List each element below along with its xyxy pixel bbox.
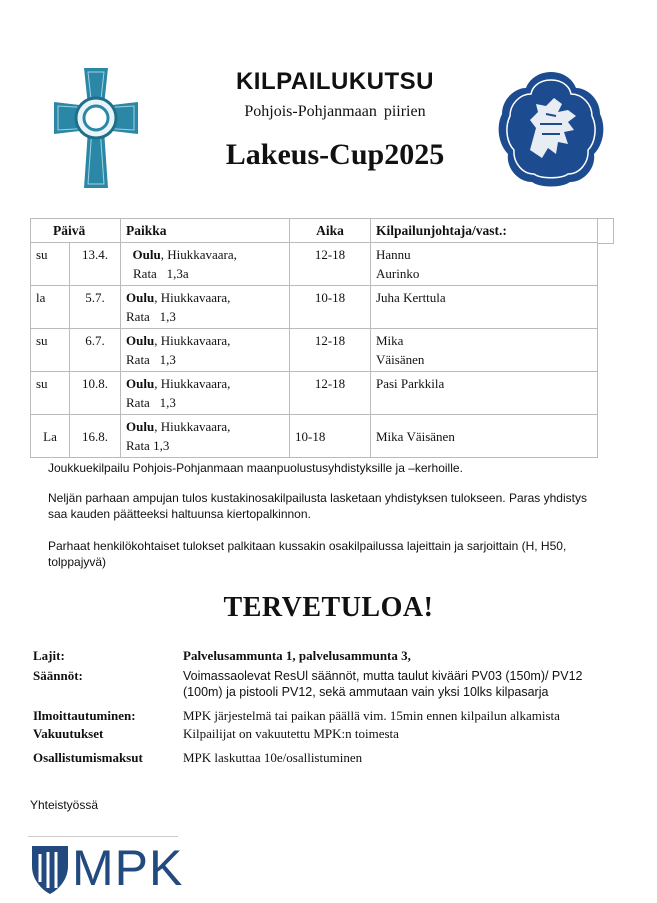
row-venue: , Hiukkavaara, [154,419,231,434]
table-row [31,286,598,329]
invitation-title: KILPAILUKUTSU [235,68,435,95]
row-date: 5.7. [70,286,121,329]
label-osallistumismaksut: Osallistumismaksut [33,750,143,765]
row-leader-line1: Mika [376,333,404,348]
row-rata: Rata 1,3 [126,352,176,367]
logo-divider [28,836,178,837]
row-place [121,243,290,286]
table-header-row [31,219,598,243]
row-time: 10-18 [290,415,371,458]
row-leader [371,286,598,329]
row-leader-line2: Väisänen [376,352,425,367]
row-city: Oulu [126,376,155,391]
awards-paragraph: Parhaat henkilökohtaiset tulokset palkitaan kussakin osakilpailussa lajeittain ja sarjoittain (H, H50, tolppajyvä) [48,539,567,569]
row-city: Oulu [126,333,155,348]
row-venue: , Hiukkavaara, [154,333,231,348]
row-leader-line1: Juha Kerttula [376,290,446,305]
event-title: Lakeus-Cup2025 [225,138,445,171]
row-day: la [31,286,70,329]
header-leader: Kilpailunjohtaja/vast.: [371,219,598,243]
header-place: Paikka [121,219,290,243]
label-saannot: Säännöt: [33,668,83,683]
row-leader [371,329,598,372]
row-time: 10-18 [290,286,371,329]
value-ilmoittautuminen: MPK järjestelmä tai paikan päällä vim. 15min ennen kilpailun alkamista [183,708,560,723]
row-rata: Rata 1,3 [126,395,176,410]
table-row [31,329,598,372]
team-competition-paragraph: Joukkuekilpailu Pohjois-Pohjanmaan maanpuolustusyhdistyksille ja –kerhoille. [48,461,463,475]
district-subtitle: Pohjois-Pohjanmaan piirien [244,103,426,120]
table-row [31,243,598,286]
label-vakuutukset: Vakuutukset [33,726,104,741]
welcome-heading: TERVETULOA! [223,592,434,623]
value-osallistumismaksut: MPK laskuttaa 10e/osallistuminen [183,750,363,765]
row-day: su [31,329,70,372]
row-place [121,372,290,415]
value-vakuutukset: Kilpailijat on vakuutettu MPK:n toimesta [183,726,399,741]
row-leader [371,372,598,415]
row-time: 12-18 [290,372,371,415]
scoring-paragraph: Neljän parhaan ampujan tulos kustakinosakilpailusta lasketaan yhdistyksen tulokseen. Paras yhdistys saa kauden päätteeksi haltuunsa kiertopalkinnon. [48,491,587,521]
row-day: su [31,372,70,415]
label-lajit: Lajit: [33,648,65,663]
row-place [121,329,290,372]
table-header-extension [597,218,614,244]
table-row [31,415,598,458]
row-time: 12-18 [290,243,371,286]
row-leader-line1: Mika Väisänen [376,428,455,444]
row-venue: , Hiukkavaara, [160,247,237,262]
row-city: Oulu [126,419,155,434]
mpk-shield-icon [30,842,70,896]
row-rata: Rata 1,3a [133,266,189,281]
mpk-logo-text: MPK [72,840,184,896]
row-rata: Rata 1,3 [126,309,176,324]
row-leader-line1: Pasi Parkkila [376,376,445,391]
row-leader-line1: Hannu [376,247,411,262]
schedule-table [30,218,598,458]
row-leader [371,243,598,286]
row-date: 13.4. [70,243,121,286]
row-date: 6.7. [70,329,121,372]
cross-emblem-logo [54,68,138,188]
cooperation-label: Yhteistyössä [30,798,99,812]
header-day: Päivä [31,219,121,243]
row-date: 10.8. [70,372,121,415]
row-venue: , Hiukkavaara, [154,290,231,305]
row-place [121,415,290,458]
row-place [121,286,290,329]
row-city: Oulu [126,290,155,305]
lion-rose-emblem-logo [496,68,606,190]
value-lajit: Palvelusammunta 1, palvelusammunta 3, [183,648,411,663]
row-rata: Rata 1,3 [126,438,170,453]
table-row [31,372,598,415]
row-day: La [31,415,70,458]
row-time: 12-18 [290,329,371,372]
row-city: Oulu [132,247,161,262]
row-date: 16.8. [70,415,121,458]
row-venue: , Hiukkavaara, [154,376,231,391]
row-leader [371,415,598,458]
header-time: Aika [290,219,371,243]
row-day: su [31,243,70,286]
label-ilmoittautuminen: Ilmoittautuminen: [33,708,136,723]
value-saannot: Voimassaolevat ResUl säännöt, mutta taulut kivääri PV03 (150m)/ PV12 (100m) ja pistooli PV12, sekä ammutaan vain yksi 10lks kilpasarja [183,669,583,699]
row-leader-line2: Aurinko [376,266,420,281]
